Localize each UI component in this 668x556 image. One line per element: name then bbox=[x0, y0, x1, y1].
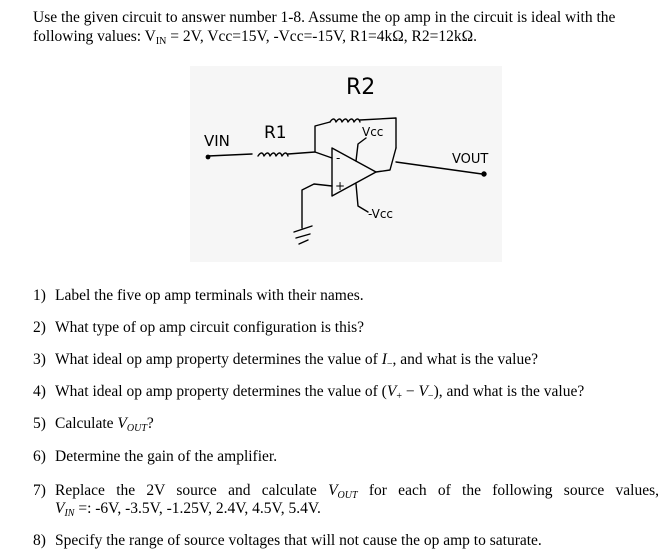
noninverting-wire bbox=[302, 184, 332, 228]
circuit-schematic bbox=[190, 66, 502, 262]
intro-line-2: following values: $V_{IN} = 2V$, Vcc=15V, -Vcc=-15V, R1=4kΩ, R2=12kΩ. bbox=[33, 28, 477, 47]
output-junction bbox=[376, 148, 396, 172]
vin-wire bbox=[208, 154, 252, 156]
r1-label: R1 bbox=[264, 123, 287, 143]
vcc-supply-wire bbox=[356, 138, 366, 161]
r1-resistor bbox=[258, 153, 288, 156]
vin-terminal bbox=[206, 155, 211, 160]
problem-intro bbox=[33, 8, 661, 46]
ground-symbol bbox=[294, 226, 312, 244]
neg-vcc-supply-wire bbox=[356, 184, 368, 212]
noninverting-sign: + bbox=[335, 179, 346, 193]
feedback-left-wire bbox=[315, 122, 330, 152]
inverting-sign: - bbox=[336, 151, 341, 165]
inverting-wire bbox=[288, 152, 332, 158]
neg-vcc-label: -Vcc bbox=[368, 207, 394, 221]
intro-line-1: Use the given circuit to answer number 1-8. Assume the op amp in the circuit is ideal with the bbox=[33, 9, 616, 26]
circuit-diagram bbox=[190, 66, 502, 262]
r2-resistor bbox=[330, 119, 360, 122]
vout-label: VOUT bbox=[452, 152, 489, 167]
vout-terminal bbox=[482, 172, 486, 176]
r2-label: R2 bbox=[346, 75, 376, 100]
vin-label: VIN bbox=[204, 132, 230, 150]
vcc-label: Vcc bbox=[362, 125, 384, 139]
